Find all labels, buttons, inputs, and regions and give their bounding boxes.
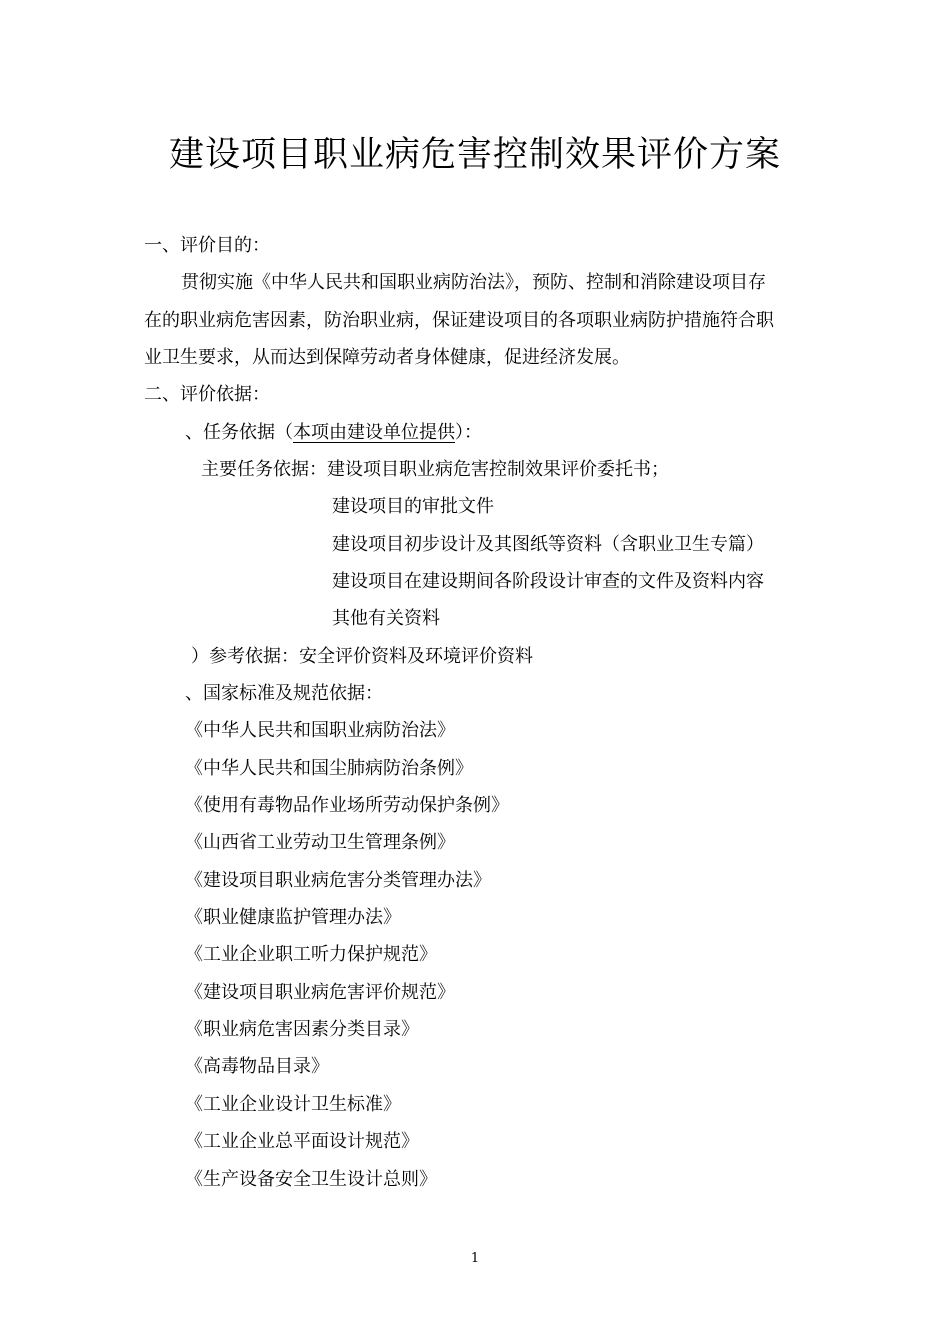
standard-item: 《山西省工业劳动卫生管理条例》	[185, 832, 455, 853]
reference-basis: ）参考依据：安全评价资料及环境评价资料	[191, 646, 533, 667]
section1-para-line-2: 在的职业病危害因素，防治职业病，保证建设项目的各项职业病防护措施符合职	[144, 310, 774, 331]
task-basis-suffix: ）：	[455, 422, 482, 443]
section1-para-line-1: 贯彻实施《中华人民共和国职业病防治法》，预防、控制和消除建设项目存	[181, 272, 766, 293]
main-task-basis: 主要任务依据：建设项目职业病危害控制效果评价委托书；	[201, 459, 669, 480]
section1-para-line-3: 业卫生要求，从而达到保障劳动者身体健康，促进经济发展。	[144, 347, 630, 368]
standard-item: 《高毒物品目录》	[185, 1056, 329, 1077]
task-basis-line	[185, 420, 482, 446]
task-item: 建设项目在建设期间各阶段设计审查的文件及资料内容	[332, 571, 764, 592]
standards-heading: 、国家标准及规范依据：	[185, 683, 383, 704]
task-basis-prefix: 、任务依据（	[185, 422, 293, 443]
standard-item: 《工业企业设计卫生标准》	[185, 1094, 401, 1115]
standard-item: 《工业企业总平面设计规范》	[185, 1131, 419, 1152]
standard-item: 《工业企业职工听力保护规范》	[185, 944, 437, 965]
standard-item: 《职业病危害因素分类目录》	[185, 1019, 419, 1040]
task-item: 建设项目的审批文件	[332, 496, 494, 517]
standard-item: 《职业健康监护管理办法》	[185, 907, 401, 928]
page-number: 1	[470, 1251, 480, 1266]
standard-item: 《中华人民共和国尘肺病防治条例》	[185, 758, 473, 779]
standard-item: 《建设项目职业病危害分类管理办法》	[185, 870, 491, 891]
standard-item: 《建设项目职业病危害评价规范》	[185, 982, 455, 1003]
standard-item: 《使用有毒物品作业场所劳动保护条例》	[185, 795, 509, 816]
section2-heading: 二、评价依据：	[144, 384, 270, 405]
task-basis-underlined: 本项由建设单位提供	[293, 422, 455, 443]
standard-item: 《中华人民共和国职业病防治法》	[185, 720, 455, 741]
section1-heading: 一、评价目的：	[144, 235, 270, 256]
task-item: 建设项目初步设计及其图纸等资料（含职业卫生专篇）	[332, 534, 764, 555]
task-item: 其他有关资料	[332, 608, 440, 629]
standard-item: 《生产设备安全卫生设计总则》	[185, 1169, 437, 1190]
page-title: 建设项目职业病危害控制效果评价方案	[168, 135, 781, 175]
